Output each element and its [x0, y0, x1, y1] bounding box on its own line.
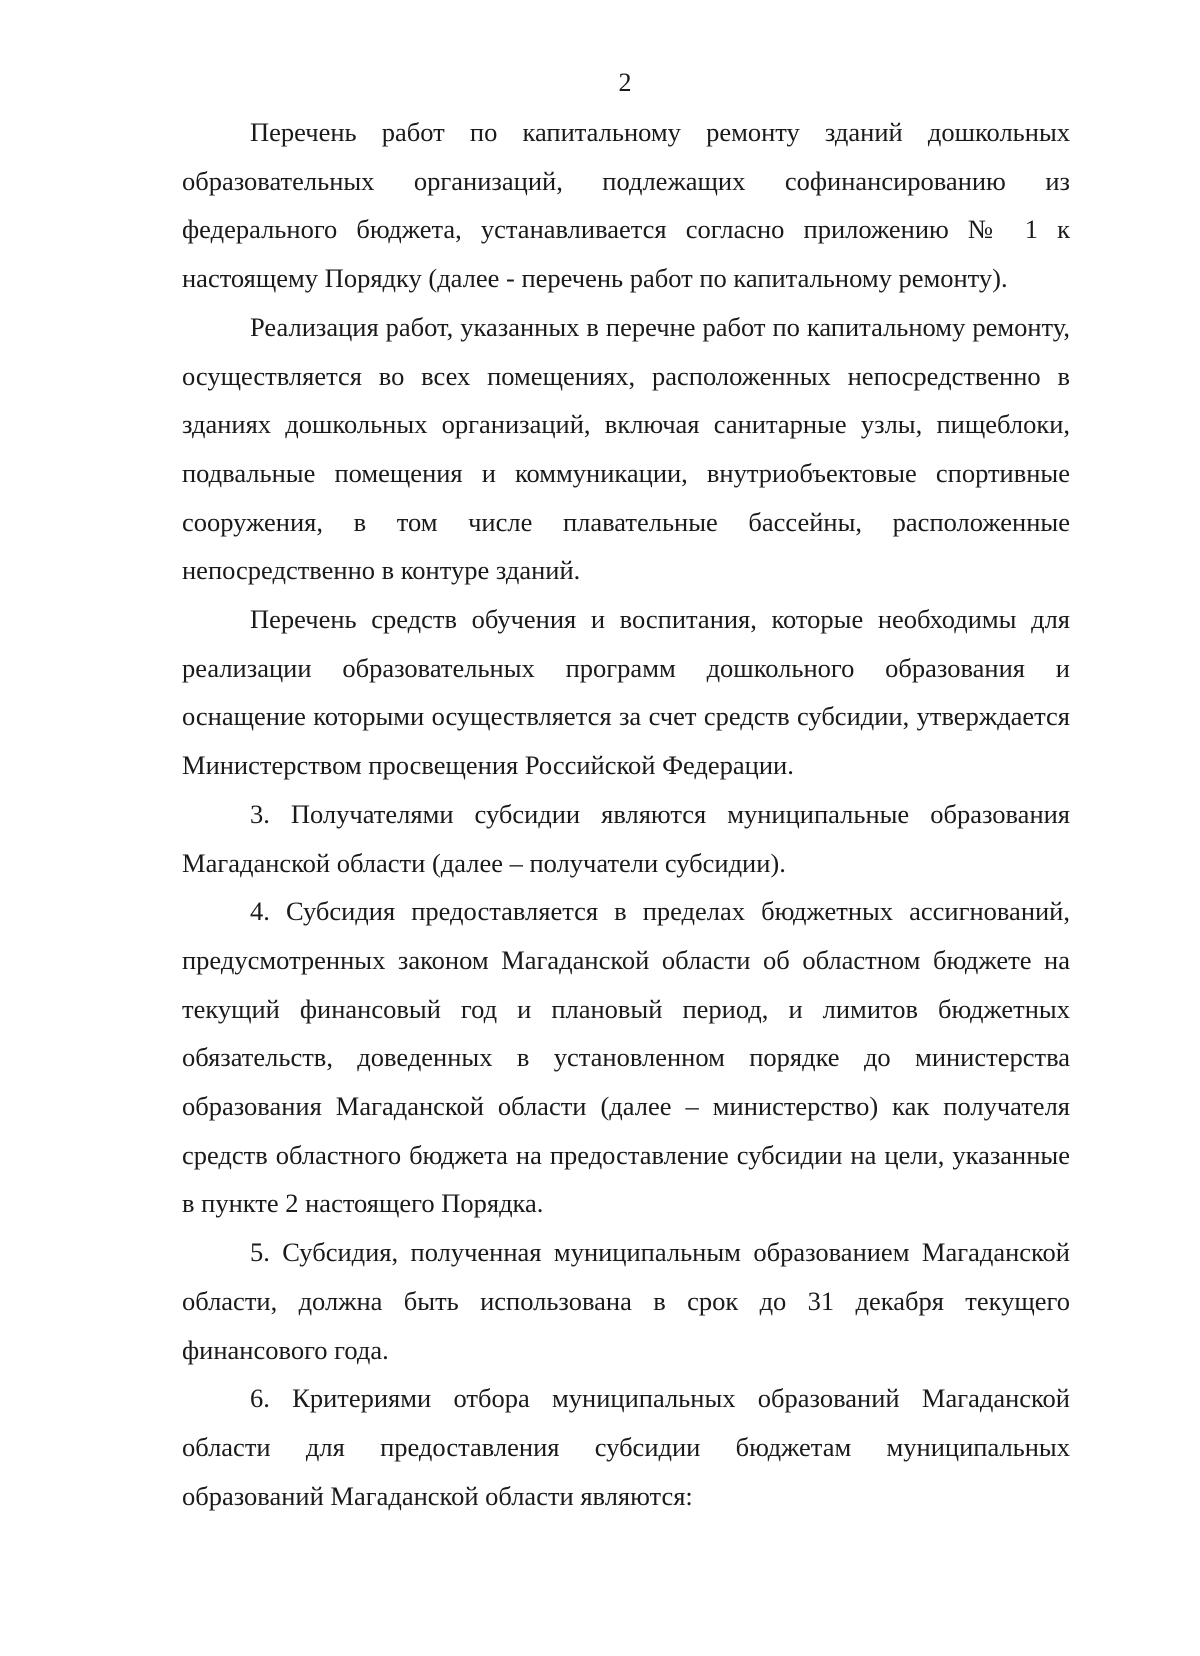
paragraph-item-5-deadline: 5. Субсидия, полученная муниципальным образованием Магаданской области, должна быть использована в срок до 31 декабря текущего финансового года.: [182, 1237, 1070, 1365]
paragraph-repair-works-list: Перечень работ по капитальному ремонту зданий дошкольных образовательных организаций, подлежащих софинансированию из федерального бюджета, устанавливается согласно приложению № 1 к настоящему Порядку (далее - перечень работ по капитальному ремонту).: [182, 117, 1070, 294]
document-body: [182, 108, 1070, 1520]
paragraph-item-3-recipients: 3. Получателями субсидии являются муниципальные образования Магаданской области (далее – получатели субсидии).: [182, 798, 1070, 878]
page-number: 2: [618, 68, 632, 97]
paragraph-teaching-aids-list: Перечень средств обучения и воспитания, которые необходимы для реализации образовательных программ дошкольного образования и оснащение которыми осуществляется за счет средств субсидии, утверждается Министерством просвещения Российской Федерации.: [182, 604, 1070, 781]
paragraph-item-6-selection-criteria: 6. Критериями отбора муниципальных образований Магаданской области для предоставления субсидии бюджетам муниципальных образований Магаданской области являются:: [182, 1383, 1070, 1511]
paragraph-works-implementation: Реализация работ, указанных в перечне работ по капитальному ремонту, осуществляется во всех помещениях, расположенных непосредственно в зданиях дошкольных организаций, включая санитарные узлы, пищеблоки, подвальные помещения и коммуникации, внутриобъектовые спортивные сооружения, в том числе плавательные бассейны, расположенные непосредственно в контуре зданий.: [182, 311, 1070, 586]
paragraph-item-4-budget-limits: 4. Субсидия предоставляется в пределах бюджетных ассигнований, предусмотренных законом Магаданской области об областном бюджете на текущий финансовый год и плановый период, и лимитов бюджетных обязательств, доведенных в установленном порядке до министерства образования Магаданской области (далее – министерство) как получателя средств областного бюджета на предоставление субсидии на цели, указанные в пункте 2 настоящего Порядка.: [182, 896, 1070, 1219]
